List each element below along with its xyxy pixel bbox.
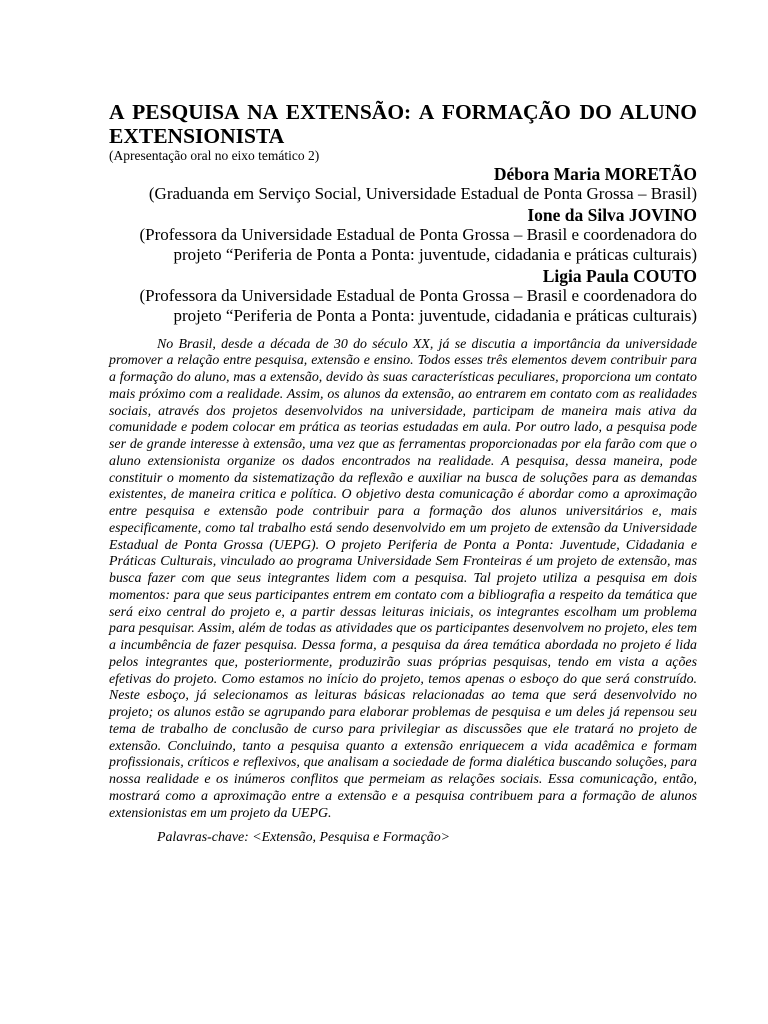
keywords: Palavras-chave: <Extensão, Pesquisa e Formação>	[157, 830, 451, 846]
author-affiliation-2: (Professora da Universidade Estadual de Ponta Grossa – Brasil e coordenadora do projeto “Periferia de Ponta a Ponta: juventude, cidadania e práticas culturais)	[139, 224, 697, 264]
author-name-1: Débora Maria MORETÃO	[493, 164, 697, 184]
abstract-text: No Brasil, desde a década de 30 do século XX, já se discutia a importância da universidade promover a relação entre pesquisa, extensão e ensino. Todos esses três elementos devem contribuir para a formação do aluno, mas a extensão, devido às suas características peculiares, proporciona um contato mais próximo com a realidade. Assim, os alunos da extensão, ao entrarem em contato com as realidades sociais, através dos projetos desenvolvidos na universidade, participam de maneira mais ativa da comunidade e podem colocar em prática as teorias estudadas em aula. Por outro lado, a pesquisa pode ser de grande interesse à extensão, uma vez que as ferramentas proporcionadas por ela farão com que o aluno extensionista organize os dados encontrados na realidade. A pesquisa, dessa maneira, pode constituir o momento da sistematização da reflexão e auxiliar na busca de soluções para as demandas existentes, de maneira critica e política. O objetivo desta comunicação é abordar como a aproximação entre pesquisa e extensão pode contribuir para a formação dos alunos universitários e, mais especificamente, como tal trabalho está sendo desenvolvido em um projeto de extensão da Universidade Estadual de Ponta Grossa (UEPG). O projeto Periferia de Ponta a Ponta: Juventude, Cidadania e Práticas Culturais, vinculado ao programa Universidade Sem Fronteiras é um projeto de extensão, mas busca fazer com que seus integrantes lidem com a pesquisa. Tal projeto utiliza a pesquisa em dois momentos: para que seus participantes entrem em contato com a bibliografia a respeito da temática que será eixo central do projeto e, a partir dessas leituras iniciais, os integrantes escolham um problema para pesquisar. Assim, além de todas as atividades que os participantes desenvolvem no projeto, eles tem a incumbência de fazer pesquisa. Dessa forma, a pesquisa da área temática abordada no projeto é lida pelos integrantes que, posteriormente, produzirão suas próprias pesquisas, tendo em vista a ações efetivas do projeto. Como estamos no início do projeto, temos apenas o esboço do que será construído. Neste esboço, já selecionamos as leituras básicas relacionadas ao tema que será desenvolvido no projeto; os alunos estão se agrupando para elaborar problemas de pesquisa e um deles já repensou seu tema de trabalho de conclusão de curso para privilegiar as discussões que ele tratará no projeto de extensão. Concluindo, tanto a pesquisa quanto a extensão enriquecem a vida acadêmica e formam profissionais, críticos e reflexivos, que analisam a sociedade de forma dialética buscando soluções, para nossa realidade e os inúmeros conflitos que permeiam as relações sociais. Essa comunicação, então, mostrará como a aproximação entre a extensão e a pesquisa contribuem para a formação de alunos extensionistas em um projeto da UEPG.	[109, 336, 697, 821]
presentation-note: (Apresentação oral no eixo temático 2)	[109, 148, 320, 163]
document-page	[109, 100, 697, 846]
paper-title: A PESQUISA NA EXTENSÃO: A FORMAÇÃO DO ALUNO EXTENSIONISTA	[109, 100, 697, 148]
author-affiliation-1: (Graduanda em Serviço Social, Universidade Estadual de Ponta Grossa – Brasil)	[148, 184, 697, 203]
author-name-3: Ligia Paula COUTO	[542, 265, 697, 286]
author-name-2: Ione da Silva JOVINO	[527, 204, 697, 225]
author-affiliation-3: (Professora da Universidade Estadual de Ponta Grossa – Brasil e coordenadora do projeto “Periferia de Ponta a Ponta: juventude, cidadania e práticas culturais)	[139, 285, 697, 325]
